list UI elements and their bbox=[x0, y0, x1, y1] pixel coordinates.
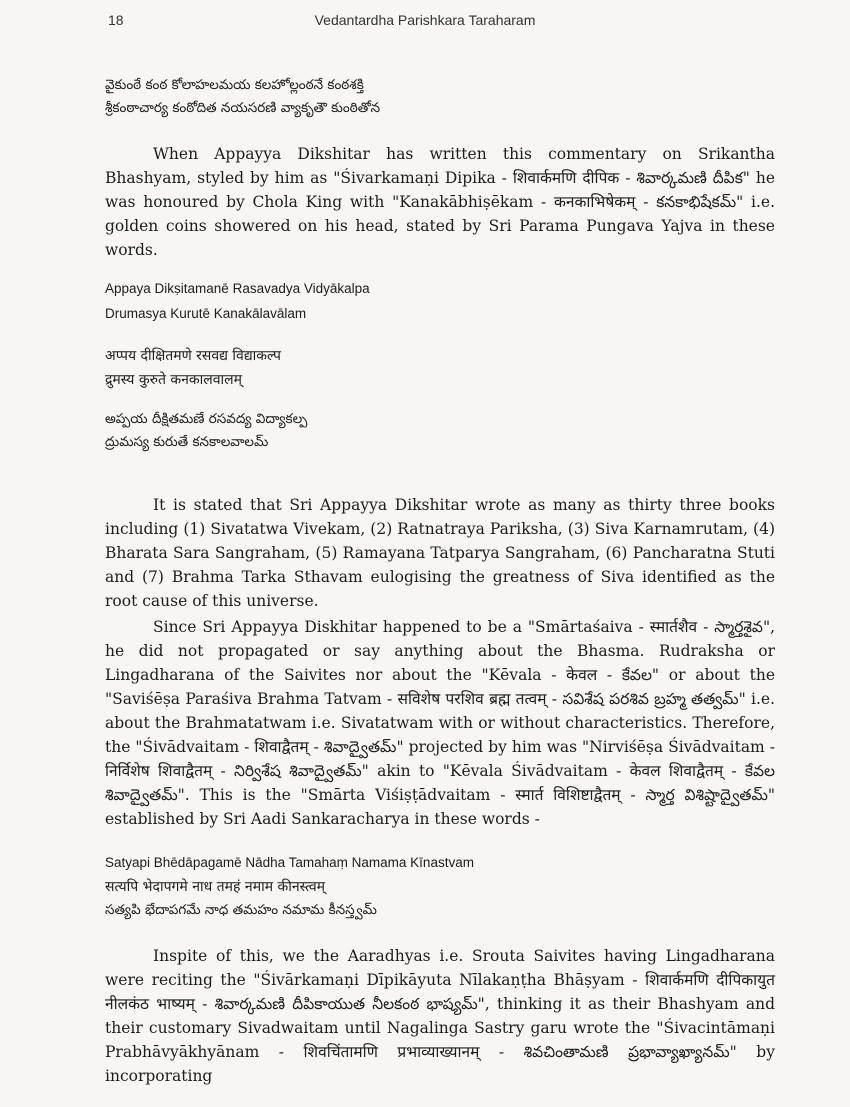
paragraph-text: Since Sri Appayya Diskhitar happened to be a "Smārtaśaiva - स्मार्तशैव - స్మార్తశైవ", he did not propagated or say anything about the Bhasma. Rudraksha or Lingadharana of the Saivites nor about the "Kēvala - केवल - కేవల" or about the "Saviśēṣa Paraśiva Brahma Tatvam - सविशेष परशिव ब्रह्म तत्वम् - సవిశేష పరశివ బ్రహ్మ తత్వమ్" i.e. about the Brahmatatwam i.e. Sivatatwam with or without characteristics. Therefore, the "Śivādvaitam - शिवाद्वैतम् - శివాద్వైతమ్" projected by him was "Nirviśēṣa Śivādvaitam - निर्विशेष शिवाद्वैतम् - నిర్విశేష శివాద్వైతమ్" akin to "Kēvala Śivādvaitam - केवल शिवाद्वैतम् - కేవల శివాద్వైతమ్". This is the "Smārta Viśiṣṭādvaitam - स्मार्त विशिष्टाद्वैतम् - స్మార్త విశిష్టాద్వైతమ్" established by Sri Aadi Sankaracharya in these words - bbox=[105, 618, 775, 828]
paragraph-aaradhyas bbox=[105, 944, 775, 1088]
verse-block-satyapi bbox=[105, 850, 775, 922]
transliteration-line: Drumasya Kurutē Kanakālavālam bbox=[105, 306, 307, 321]
paragraph-books bbox=[105, 493, 775, 613]
paragraph-commentary bbox=[105, 142, 775, 262]
telugu-verse-block bbox=[105, 74, 775, 120]
transliteration-line: Appaya Dikṣitamanē Rasavadya Vidyākalpa bbox=[105, 281, 370, 296]
telugu-verse-line: శ్రీకంఠాచార్య కంఠోదిత నయసరణి వ్యాకృతౌ కుంఠితోన bbox=[105, 100, 381, 116]
paragraph-text: When Appayya Dikshitar has written this commentary on Srikantha Bhashyam, styled by him as "Śivarkamaṇi Dipika - शिवार्कमणि दीपिक - శివార్కమణి దీపిక" he was honoured by Chola King with "Kanakābhiṣēkam - कनकाभिषेकम् - కనకాభిషేకమ్" i.e. golden coins showered on his head, stated by Sri Parama Pungava Yajva in these words. bbox=[105, 145, 775, 259]
transliteration-line: Satyapi Bhēdāpagamē Nādha Tamahaṃ Namama Kīnastvam bbox=[105, 855, 474, 870]
running-title: Vedantardha Parishkara Taraharam bbox=[314, 12, 536, 28]
telugu-line: అప్పయ దీక్షితమణే రసవద్య విద్యాకల్ప bbox=[105, 411, 308, 427]
paragraph-text: Inspite of this, we the Aaradhyas i.e. Srouta Saivites having Lingadharana were reciting the "Śivārkamaṇi Dīpikāyuta Nīlakaṇṭha Bhāṣyam - शिवार्कमणि दीपिकायुत नीलकंठ भाष्यम् - శివార్కమణి దీపికాయుత నీలకంఠ భాష్యమ్", thinking it as their Bhashyam and their customary Sivadwaitam until Nagalinga Sastry garu wrote the "Śivacintāmaṇi Prabhāvyākhyānam - शिवचिंतामणि प्रभाव्याख्यानम् - శివచింతామణి ప్రభావ్యాఖ్యానమ్" by incorporating bbox=[105, 947, 775, 1085]
devanagari-line: अप्पय दीक्षितमणे रसवद्य विद्याकल्प bbox=[105, 348, 281, 364]
paragraph-smartasaiva bbox=[105, 615, 775, 831]
telugu-line: సత్యపి భేదాపగమే నాధ తమహం నమామ కీనస్త్వమ్ bbox=[105, 902, 377, 918]
devanagari-line: सत्यपि भेदापगमे नाध तमहं नमाम कीनस्त्वम् bbox=[105, 879, 325, 895]
telugu-line: ద్రుమస్య కురుతే కనకాలవాలమ్ bbox=[105, 434, 269, 450]
devanagari-line: द्रुमस्य कुरुते कनकालवालम् bbox=[105, 372, 243, 388]
paragraph-text: It is stated that Sri Appayya Dikshitar wrote as many as thirty three books including (1) Sivatatwa Vivekam, (2) Ratnatraya Pariksha, (3) Siva Karnamrutam, (4) Bharata Sara Sangraham, (5) Ramayana Tatparya Sangraham, (6) Pancharatna Stuti and (7) Brahma Tarka Sthavam eulogising the greatness of Siva identified as the root cause of this universe. bbox=[105, 496, 775, 610]
telugu-verse-line: వైకుంఠే కంఠ కోలాహలమయ కలహోల్లంఠనే కంఠశక్తి bbox=[105, 77, 364, 93]
verse-block-appaya bbox=[105, 276, 775, 454]
page-number: 18 bbox=[108, 12, 124, 28]
